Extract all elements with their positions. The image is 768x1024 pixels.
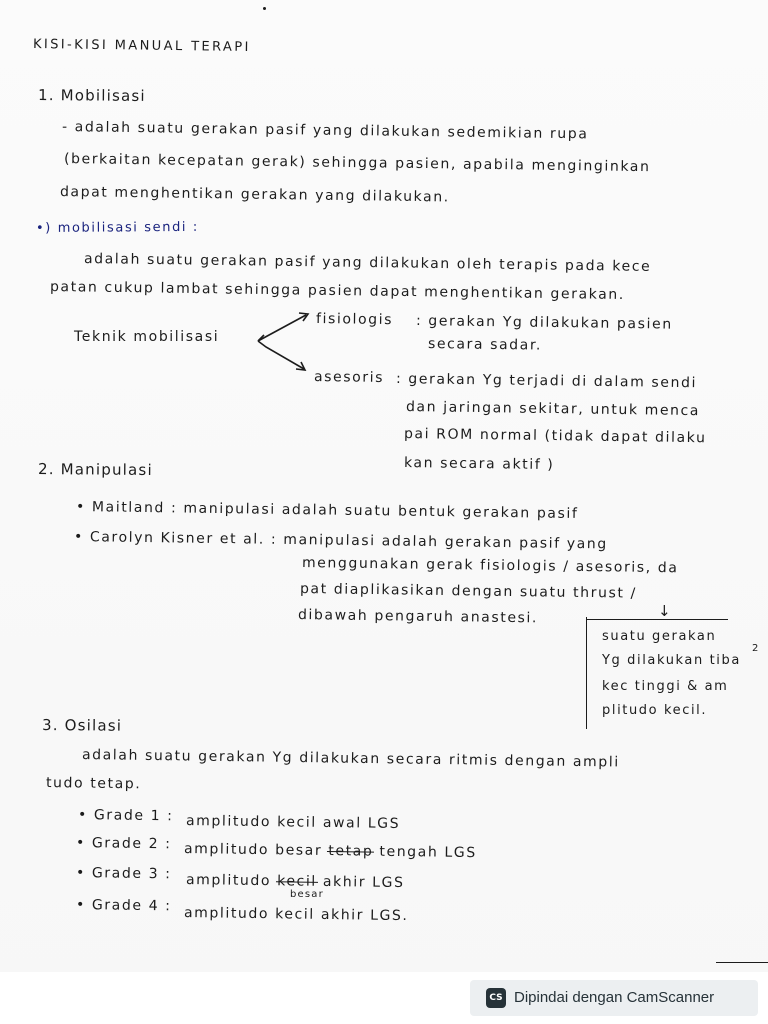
note-title: KISI-KISI MANUAL TERAPI [32, 37, 251, 56]
section-1-line: - adalah suatu gerakan pasif yang dilakukan sedemikian rupa [61, 119, 589, 143]
section-3-line: adalah suatu gerakan Yg dilakukan secara ritmis dengan ampli [81, 747, 620, 771]
fisiologis-desc: : gerakan Yg dilakukan pasien [415, 313, 673, 333]
box-left-line [586, 617, 587, 729]
asesoris-desc: pai ROM normal (tidak dapat dilaku [403, 426, 707, 447]
section-1-line: (berkaitan kecepatan gerak) sehingga pasien, apabila menginginkan [63, 151, 651, 176]
section-1-heading: 1. Mobilisasi [37, 86, 146, 105]
grade-2-text [184, 842, 477, 860]
teknik-mobilisasi-label: Teknik mobilisasi [74, 329, 220, 345]
mobilisasi-sendi-heading: •) mobilisasi sendi : [35, 219, 199, 236]
grade-2-text-after: tengah LGS [379, 843, 477, 862]
asesoris-desc: : gerakan Yg terjadi di dalam sendi [395, 371, 698, 392]
box-superscript: 2 [752, 643, 760, 654]
section-3-heading: 3. Osilasi [41, 716, 123, 735]
grade-3-struck-word: kecil [277, 873, 317, 890]
grade-3-text-before: amplitudo [185, 872, 272, 890]
asesoris-label: asesoris [313, 369, 385, 386]
carolyn-line: • Carolyn Kisner et al. : manipulasi adalah gerakan pasif yang [73, 529, 608, 553]
fisiologis-label: fisiologis [315, 311, 394, 329]
section-2-heading: 2. Manipulasi [37, 460, 153, 480]
grade-2-label: • Grade 2 : [75, 835, 172, 853]
fisiologis-desc: secara sadar. [427, 336, 543, 354]
ink-stroke [716, 962, 768, 963]
grade-1-label: • Grade 1 : [77, 807, 174, 825]
grade-3-insert: besar [290, 889, 324, 900]
grade-1-text: amplitudo kecil awal LGS [185, 813, 401, 832]
maitland-line: • Maitland : manipulasi adalah suatu bentuk gerakan pasif [75, 499, 579, 523]
thrust-box-line: Yg dilakukan tiba [602, 653, 741, 668]
carolyn-line: dibawah pengaruh anastesi. [297, 607, 539, 627]
grade-4-label: • Grade 4 : [75, 897, 172, 915]
box-top-line [586, 619, 728, 620]
down-arrow-icon: ↓ [658, 602, 673, 620]
thrust-box-line: suatu gerakan [602, 629, 717, 644]
grade-2-struck-word: tetap [328, 843, 374, 860]
carolyn-line: pat diaplikasikan dengan suatu thrust / [299, 581, 637, 602]
grade-4-text: amplitudo kecil akhir LGS. [183, 905, 409, 925]
carolyn-line: menggunakan gerak fisiologis / asesoris, da [301, 555, 679, 577]
thrust-box-line: plitudo kecil. [602, 703, 708, 718]
camscanner-logo-icon: CS [486, 988, 506, 1008]
asesoris-desc: kan secara aktif ) [403, 455, 555, 474]
thrust-box-line: kec tinggi & am [602, 679, 729, 694]
mobilisasi-sendi-line: patan cukup lambat sehingga pasien dapat menghentikan gerakan. [49, 279, 626, 304]
ink-dot [263, 7, 266, 10]
grade-3-label: • Grade 3 : [75, 865, 172, 883]
asesoris-desc: dan jaringan sekitar, untuk menca [405, 399, 701, 420]
grade-3-text-after: akhir LGS [322, 873, 405, 892]
grade-2-text-before: amplitudo besar [183, 841, 323, 859]
mobilisasi-sendi-line: adalah suatu gerakan pasif yang dilakukan oleh terapis pada kece [83, 251, 652, 275]
section-3-line: tudo tetap. [45, 775, 142, 793]
camscanner-badge-text: Dipindai dengan CamScanner [514, 989, 715, 1006]
section-1-line: dapat menghentikan gerakan yang dilakukan. [59, 184, 450, 206]
branch-arrows-icon [252, 305, 322, 385]
grade-3-text [186, 873, 405, 890]
